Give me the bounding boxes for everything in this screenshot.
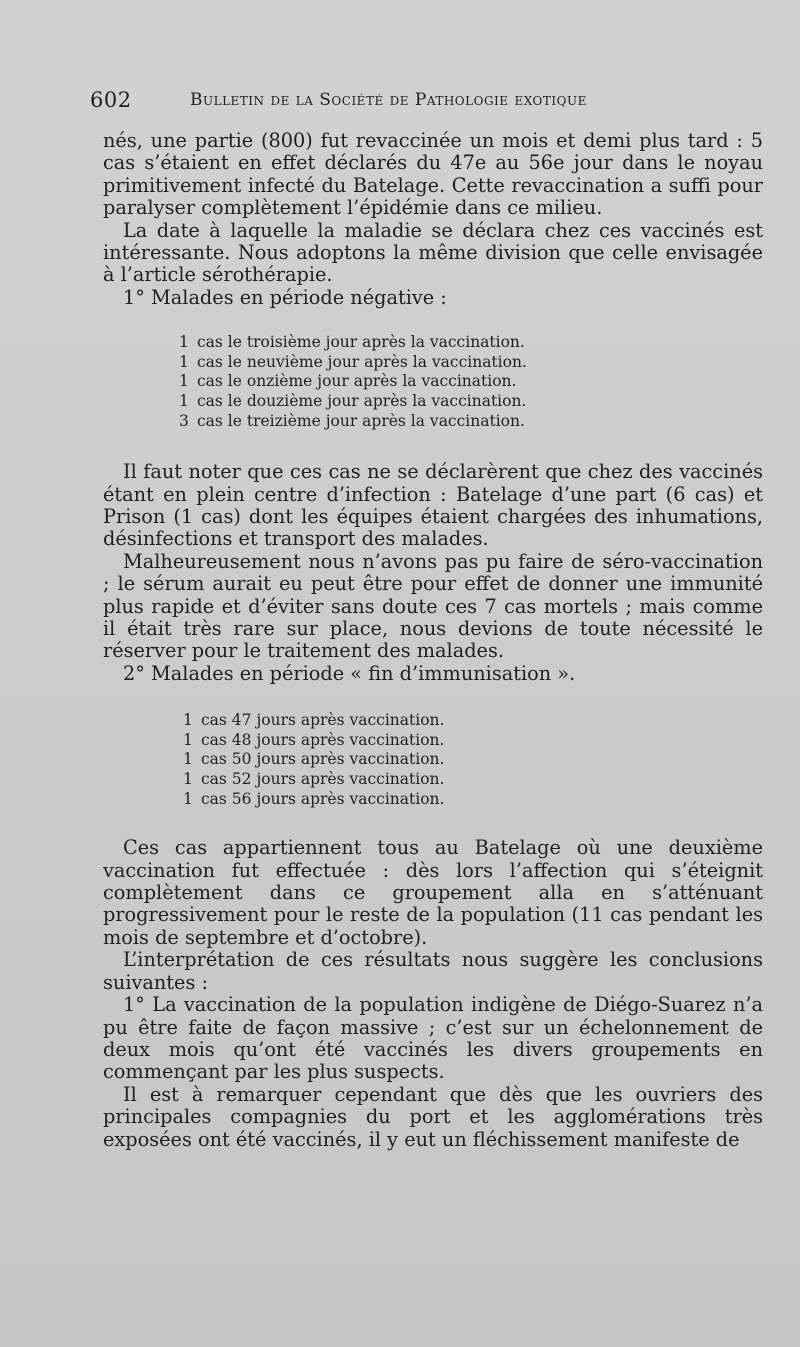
- page-number: 602: [90, 88, 132, 112]
- list-item: 1 cas le onzième jour après la vaccination.: [179, 372, 517, 391]
- list-item: 1 cas le troisième jour après la vaccination.: [179, 333, 525, 352]
- paragraph: 1° La vaccination de la population indigène de Diégo-Suarez n’a pu être faite de façon massive ; c’est sur un échelonnement de deux mois qu’ont été vaccinés les divers groupements en commençant par les plus suspects.: [103, 993, 763, 1084]
- section-heading: 1° Malades en période négative :: [123, 285, 447, 309]
- paragraph: nés, une partie (800) fut revaccinée un mois et demi plus tard : 5 cas s’étaient en effet déclarés du 47e au 56e jour dans le noyau primitivement infecté du Batelage. Cette revaccination a suffi pour paralyser complètement l’épidémie dans ce milieu.: [103, 129, 763, 220]
- paragraph: Malheureusement nous n’avons pas pu faire de séro-vaccination ; le sérum aurait eu peut être pour effet de donner une immunité plus rapide et d’éviter sans doute ces 7 cas mortels ; mais comme il était très rare sur place, nous devions de toute nécessité le réserver pour le traitement des malades.: [103, 549, 763, 663]
- list-item: 3 cas le treizième jour après la vaccination.: [179, 411, 525, 430]
- paragraph: Ces cas appartiennent tous au Batelage où une deuxième vaccination fut effectuée : dès lors l’affection qui s’éteignit complètement dans ce groupement alla en s’atténuant progressivement pour le reste de la population (11 cas pendant les mois de septembre et d’octobre).: [103, 836, 763, 949]
- page-header: [90, 88, 750, 118]
- case-list-end-immunisation: [183, 711, 763, 809]
- list-item: 1 cas 48 jours après vaccination.: [183, 730, 445, 749]
- list-item: 1 cas 56 jours après vaccination.: [183, 789, 445, 808]
- list-item: 1 cas le neuvième jour après la vaccination.: [179, 352, 527, 371]
- section-heading: 2° Malades en période « fin d’immunisation ».: [123, 661, 576, 685]
- list-item: 1 cas 47 jours après vaccination.: [183, 711, 445, 730]
- paragraph: Il faut noter que ces cas ne se déclarèrent que chez des vaccinés étant en plein centre d’infection : Batelage d’une part (6 cas) et Prison (1 cas) dont les équipes étaient chargées des inhumations, désinfections et transport des malades.: [103, 460, 763, 551]
- running-title: Bulletin de la Société de Pathologie exotique: [190, 90, 587, 110]
- body-text: [103, 130, 763, 1151]
- list-item: 1 cas le douzième jour après la vaccination.: [179, 392, 527, 411]
- paragraph: L’interprétation de ces résultats nous suggère les conclusions suivantes :: [103, 948, 763, 994]
- case-list-negative-period: [179, 333, 763, 431]
- paragraph: Il est à remarquer cependant que dès que les ouvriers des principales compagnies du port et les agglomérations très exposées ont été vaccinés, il y eut un fléchissement manifeste de: [103, 1082, 763, 1151]
- paragraph: La date à laquelle la maladie se déclara chez ces vaccinés est intéressante. Nous adoptons la même division que celle envisagée à l’article sérothérapie.: [103, 218, 763, 287]
- list-item: 1 cas 50 jours après vaccination.: [183, 750, 445, 769]
- list-item: 1 cas 52 jours après vaccination.: [183, 770, 445, 789]
